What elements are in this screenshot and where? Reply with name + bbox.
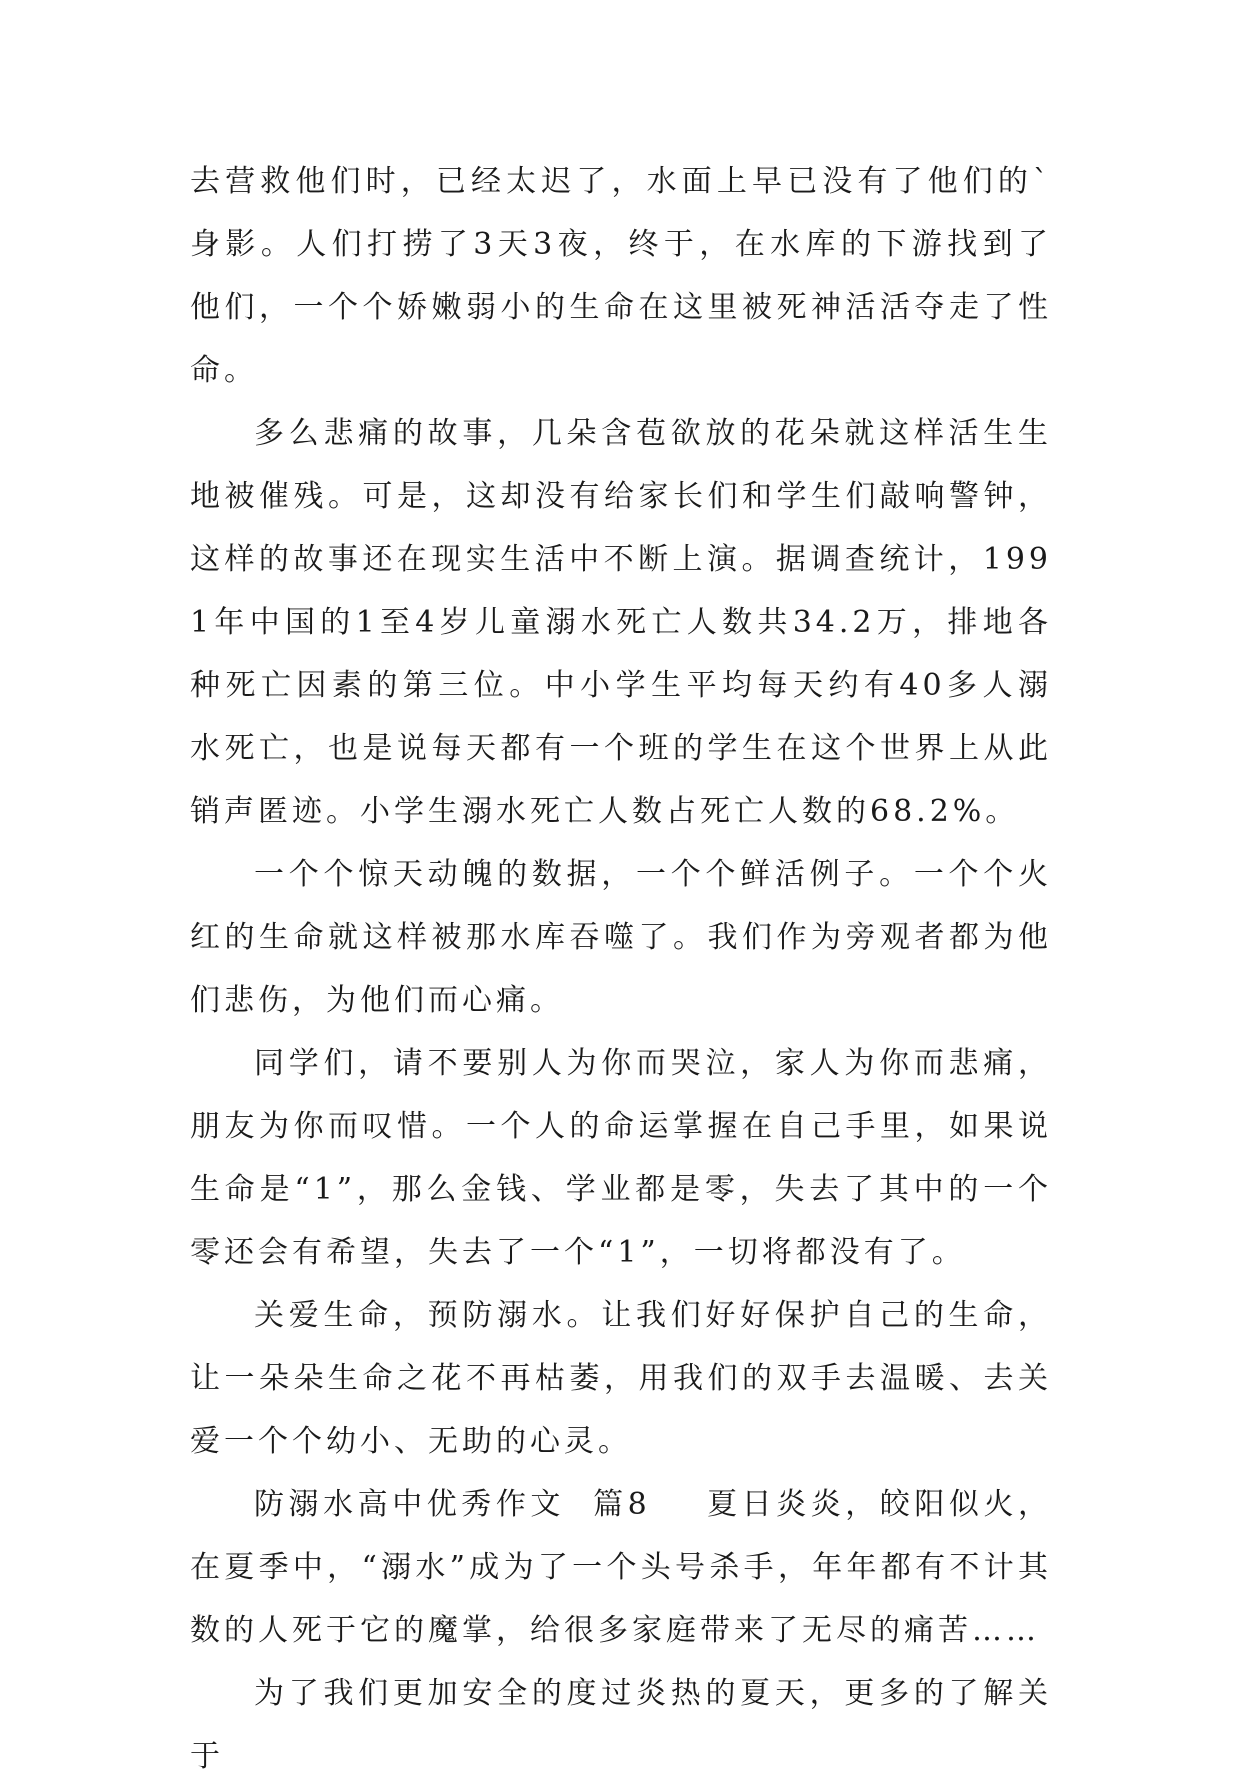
paragraph: 去营救他们时，已经太迟了，水面上早已没有了他们的`身影。人们打捞了3天3夜，终于，在水库的下游找到了他们，一个个娇嫩弱小的生命在这里被死神活活夺走了性命。 — [190, 164, 1052, 388]
paragraph-section-heading: 防溺水高中优秀作文 篇8 夏日炎炎，皎阳似火，在夏季中，“溺水”成为了一个头号杀手，年年都有不计其数的人死于它的魔掌，给很多家庭带来了无尽的痛苦…… — [190, 1487, 1052, 1648]
paragraph: 一个个惊天动魄的数据，一个个鲜活例子。一个个火红的生命就这样被那水库吞噬了。我们作为旁观者都为他们悲伤，为他们而心痛。 — [190, 857, 1052, 1018]
paragraph: 同学们，请不要别人为你而哭泣，家人为你而悲痛，朋友为你而叹惜。一个人的命运掌握在自己手里，如果说生命是“1”，那么金钱、学业都是零，失去了其中的一个零还会有希望，失去了一个“1”，一切将都没有了。 — [190, 1046, 1052, 1270]
paragraph: 为了我们更加安全的度过炎热的夏天，更多的了解关于 — [190, 1676, 1052, 1774]
paragraph: 关爱生命，预防溺水。让我们好好保护自己的生命，让一朵朵生命之花不再枯萎，用我们的双手去温暖、去关爱一个个幼小、无助的心灵。 — [190, 1298, 1052, 1459]
paragraph: 多么悲痛的故事，几朵含苞欲放的花朵就这样活生生地被催残。可是，这却没有给家长们和学生们敲响警钟，这样的故事还在现实生活中不断上演。据调查统计，1991年中国的1至4岁儿童溺水死亡人数共34.2万，排地各种死亡因素的第三位。中小学生平均每天约有40多人溺水死亡，也是说每天都有一个班的学生在这个世界上从此销声匿迹。小学生溺水死亡人数占死亡人数的68.2%。 — [190, 416, 1052, 829]
document-page — [190, 150, 1052, 1788]
